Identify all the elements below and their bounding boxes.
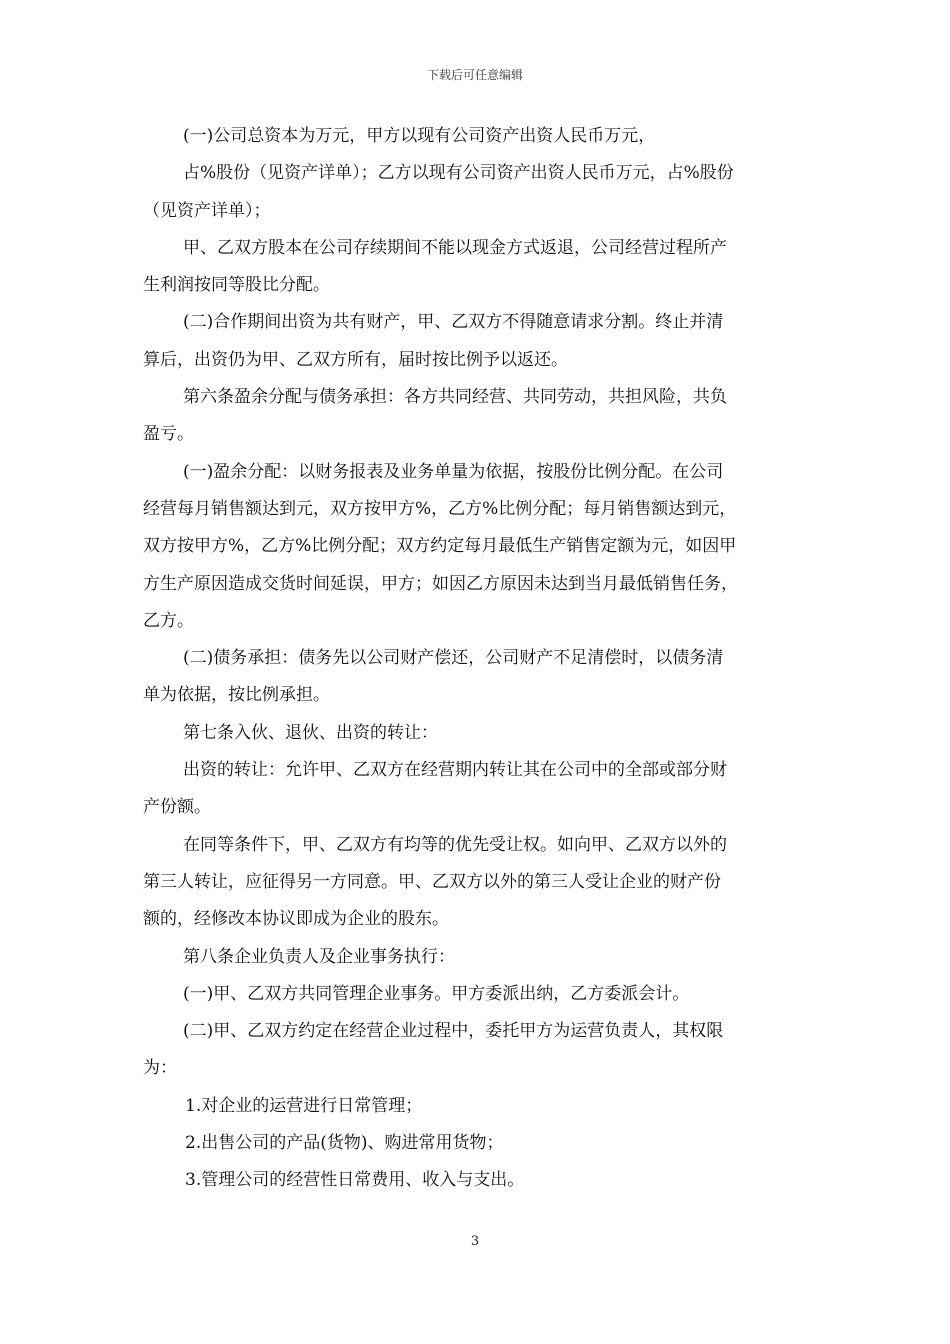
article-heading-line: 第八条企业负责人及企业事务执行： <box>183 946 455 967</box>
paragraph-line: 在同等条件下，甲、乙双方有均等的优先受让权。如向甲、乙双方以外的 <box>183 834 727 855</box>
list-item: 2.出售公司的产品(货物)、购进常用货物； <box>185 1133 504 1154</box>
paragraph-line: 经营每月销售额达到元，双方按甲方%，乙方%比例分配；每月销售额达到元， <box>143 498 737 519</box>
list-item: 3.管理公司的经营性日常费用、收入与支出。 <box>185 1170 525 1191</box>
paragraph-line: 出资的转让：允许甲、乙双方在经营期内转让其在公司中的全部或部分财 <box>183 760 727 781</box>
paragraph-line: 盈亏。 <box>143 424 194 445</box>
paragraph-line: 单为依据，按比例承担。 <box>143 685 330 706</box>
paragraph-line: 为： <box>143 1058 177 1079</box>
paragraph-line: 产份额。 <box>143 797 211 818</box>
paragraph-line: 甲、乙双方股本在公司存续期间不能以现金方式返退，公司经营过程所产 <box>183 237 727 258</box>
paragraph-line: 乙方。 <box>143 610 194 631</box>
paragraph-line: (二)债务承担：债务先以公司财产偿还，公司财产不足清偿时，以债务清 <box>183 648 724 669</box>
paragraph-line: （见资产详单）； <box>143 200 271 221</box>
paragraph-line: 双方按甲方%，乙方%比例分配；双方约定每月最低生产销售定额为元，如因甲 <box>143 536 737 557</box>
paragraph-line: 算后，出资仍为甲、乙双方所有，届时按比例予以返还。 <box>143 349 568 370</box>
paragraph-line: (一)公司总资本为万元，甲方以现有公司资产出资人民币万元， <box>183 126 656 146</box>
paragraph-line: 方生产原因造成交货时间延误，甲方；如因乙方原因未达到当月最低销售任务， <box>143 573 738 594</box>
paragraph-line: 占%股份（见资产详单）；乙方以现有公司资产出资人民币万元，占%股份 <box>183 163 734 184</box>
paragraph-line: (一)盈余分配：以财务报表及业务单量为依据，按股份比例分配。在公司 <box>183 461 724 482</box>
page-header: 下载后可任意编辑 <box>426 68 523 82</box>
page-number: 3 <box>470 1234 480 1249</box>
paragraph-line: 第三人转让，应征得另一方同意。甲、乙双方以外的第三人受让企业的财产份 <box>143 871 721 892</box>
list-item: 1.对企业的运营进行日常管理； <box>185 1095 423 1116</box>
article-heading-line: 第七条入伙、退伙、出资的转让： <box>183 722 438 743</box>
paragraph-line: 生利润按同等股比分配。 <box>143 275 330 296</box>
paragraph-line: (二)合作期间出资为共有财产，甲、乙双方不得随意请求分割。终止并清 <box>183 312 724 333</box>
paragraph-line: 额的，经修改本协议即成为企业的股东。 <box>143 909 449 930</box>
paragraph-line: (一)甲、乙双方共同管理企业事务。甲方委派出纳，乙方委派会计。 <box>183 983 690 1004</box>
document-body <box>143 118 818 1200</box>
paragraph-line: (二)甲、乙双方约定在经营企业过程中，委托甲方为运营负责人，其权限 <box>183 1021 724 1042</box>
article-heading-line: 第六条盈余分配与债务承担：各方共同经营、共同劳动，共担风险，共负 <box>183 387 727 408</box>
